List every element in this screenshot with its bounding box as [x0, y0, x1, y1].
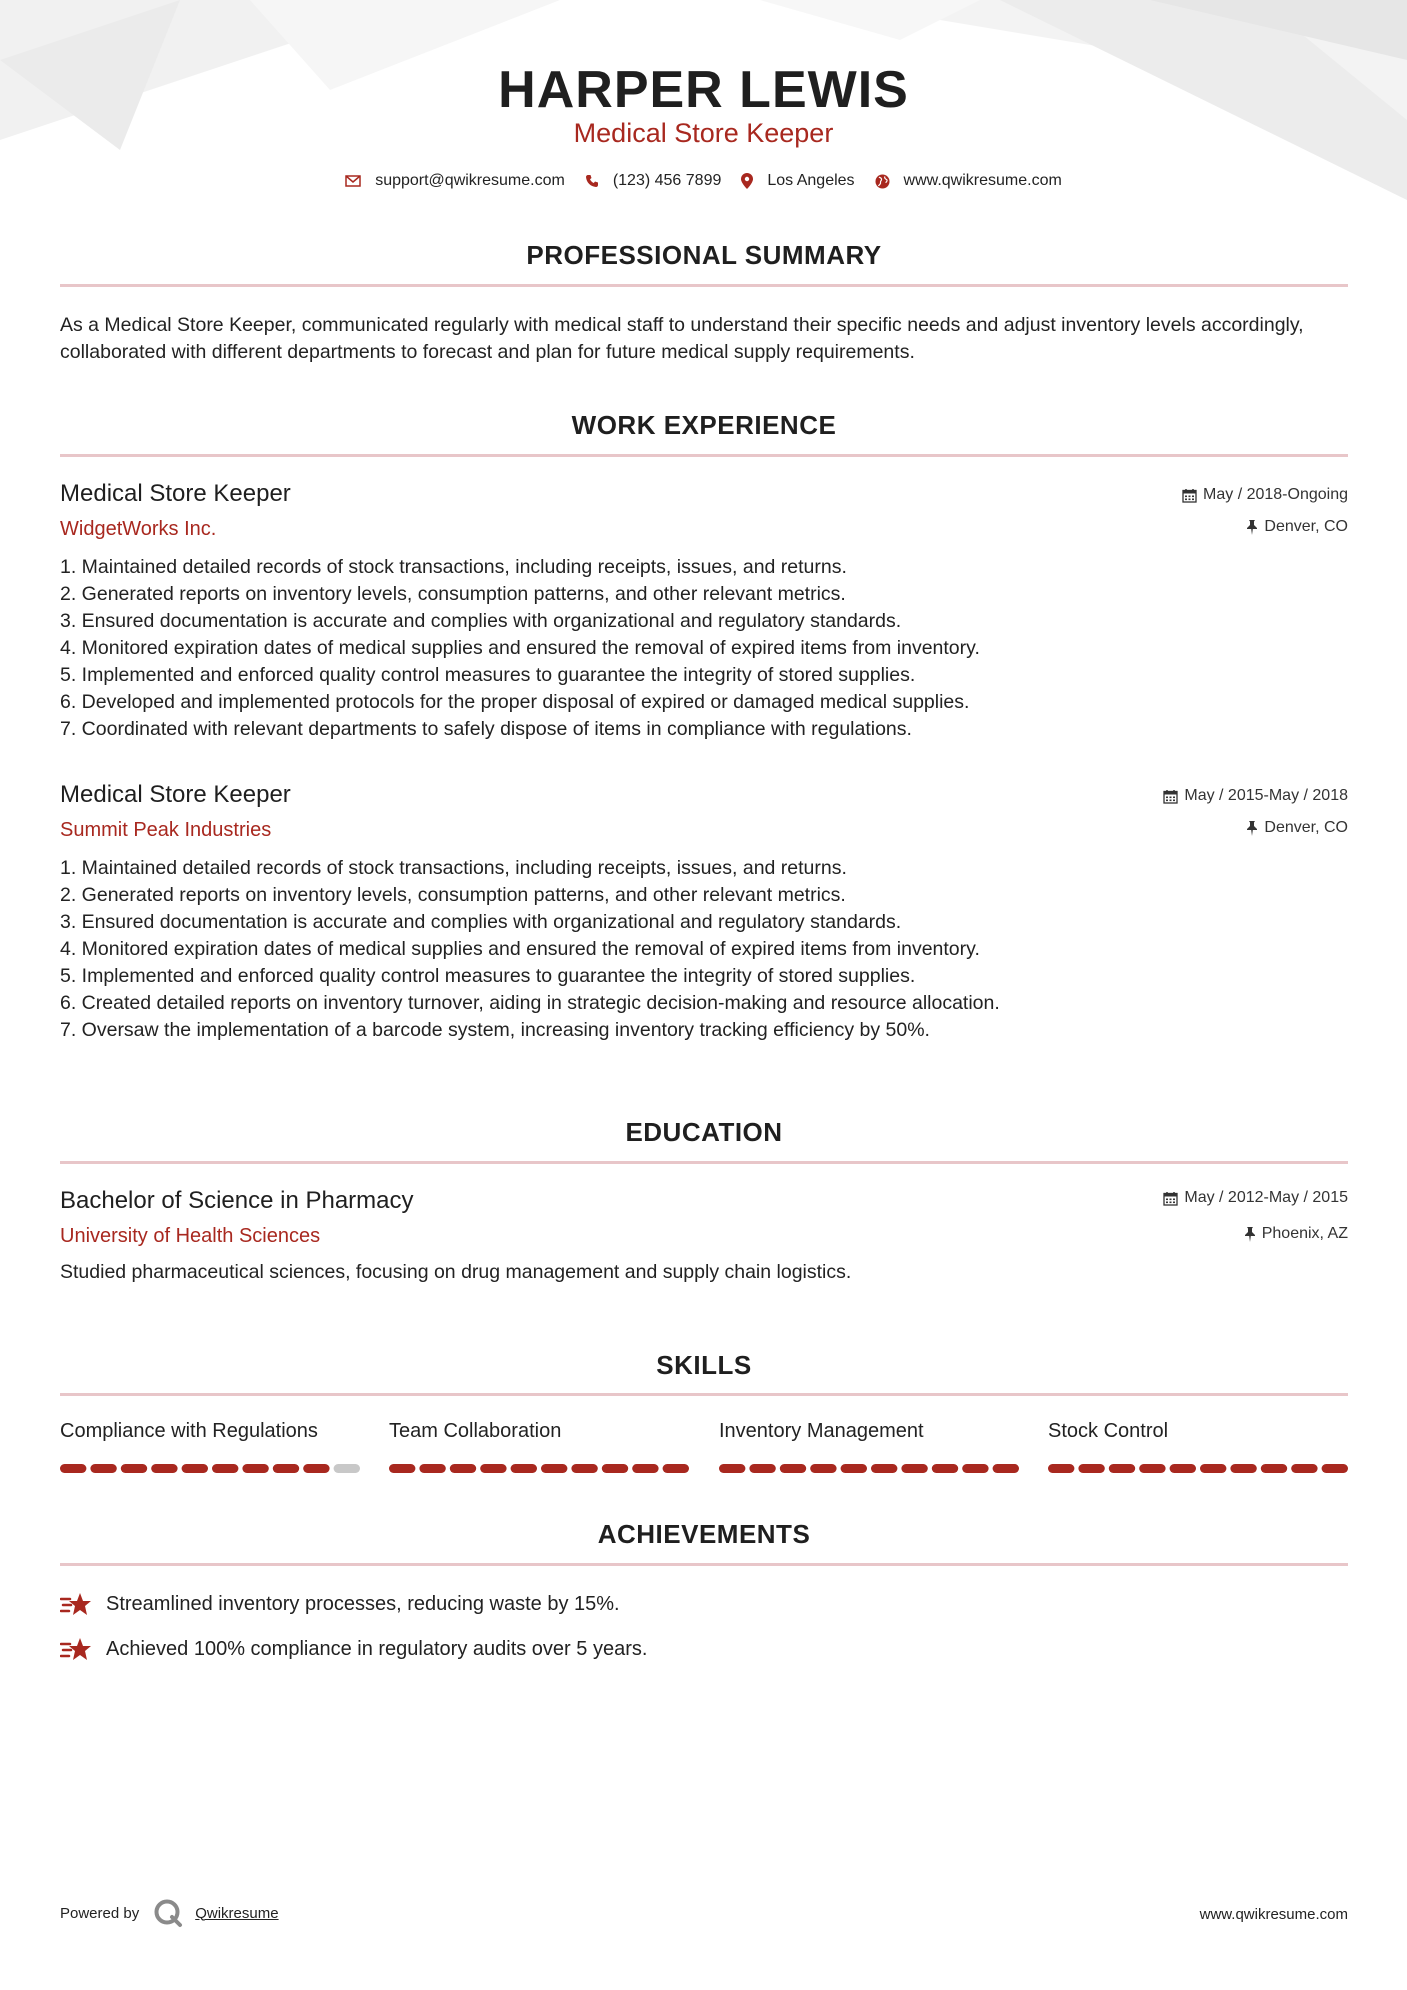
- skill-name: Compliance with Regulations: [60, 1420, 318, 1442]
- education-degree: Bachelor of Science in Pharmacy: [60, 1187, 414, 1214]
- candidate-name: HARPER LEWIS: [498, 61, 909, 119]
- skill-segment-filled: [1170, 1464, 1196, 1473]
- contact-email[interactable]: [345, 172, 565, 190]
- job-bullet: 1. Maintained detailed records of stock transactions, including receipts, issues, and returns.: [60, 857, 847, 879]
- skill-level-segments: [1048, 1464, 1348, 1473]
- education-date-text: May / 2012-May / 2015: [1184, 1189, 1348, 1206]
- job-role: Medical Store Keeper: [60, 781, 291, 808]
- skill-segment-empty: [334, 1464, 360, 1473]
- contact-phone-text: (123) 456 7899: [612, 172, 722, 189]
- achievement-item: [60, 1591, 620, 1617]
- achievement-text: Achieved 100% compliance in regulatory audits over 5 years.: [106, 1637, 648, 1660]
- job-date: [1163, 787, 1348, 805]
- skill-segment-filled: [602, 1464, 628, 1473]
- job-date: [1182, 486, 1348, 504]
- footer-powered-by: [60, 1898, 279, 1928]
- calendar-icon: [1182, 488, 1197, 503]
- education-location-text: Phoenix, AZ: [1261, 1225, 1348, 1242]
- skill-segment-filled: [480, 1464, 506, 1473]
- contact-location: [741, 172, 854, 190]
- job-company: WidgetWorks Inc.: [60, 518, 217, 540]
- calendar-icon: [1163, 789, 1178, 804]
- skill-segment-filled: [511, 1464, 537, 1473]
- job-role: Medical Store Keeper: [60, 480, 291, 507]
- skill-segment-filled: [541, 1464, 567, 1473]
- achievement-item: [60, 1636, 647, 1662]
- skill-segment-filled: [1109, 1464, 1135, 1473]
- candidate-title: Medical Store Keeper: [573, 118, 834, 148]
- achievements-heading: ACHIEVEMENTS: [597, 1519, 811, 1549]
- achievements-divider: [60, 1563, 1348, 1566]
- skill-level-bar: [60, 1460, 360, 1469]
- job-bullet: 1. Maintained detailed records of stock transactions, including receipts, issues, and returns.: [60, 556, 847, 578]
- envelope-icon: [345, 175, 361, 187]
- education-date: [1163, 1189, 1348, 1207]
- skills-divider: [60, 1393, 1348, 1396]
- job-bullet: 4. Monitored expiration dates of medical supplies and ensured the removal of expired items from inventory.: [60, 637, 980, 659]
- job-location: [1246, 819, 1348, 837]
- job-company: Summit Peak Industries: [60, 819, 272, 841]
- job-date-text: May / 2018-Ongoing: [1203, 486, 1348, 503]
- skill-segment-filled: [632, 1464, 658, 1473]
- skill-segment-filled: [571, 1464, 597, 1473]
- education-divider: [60, 1161, 1348, 1164]
- education-location: [1244, 1225, 1348, 1243]
- skill-segment-filled: [419, 1464, 445, 1473]
- calendar-icon: [1163, 1191, 1178, 1206]
- skill-segment-filled: [1048, 1464, 1074, 1473]
- skill-segment-filled: [242, 1464, 268, 1473]
- job-bullet-list: [60, 855, 1348, 1044]
- skill-name: Inventory Management: [719, 1420, 924, 1442]
- skill-segment-filled: [1139, 1464, 1165, 1473]
- education-heading: EDUCATION: [625, 1117, 783, 1147]
- skill-segment-filled: [1261, 1464, 1287, 1473]
- job-location: [1246, 518, 1348, 536]
- summary-heading: PROFESSIONAL SUMMARY: [526, 240, 882, 270]
- job-bullet: 6. Developed and implemented protocols for the proper disposal of expired or damaged medical supplies.: [60, 691, 970, 713]
- skill-level-segments: [60, 1464, 360, 1473]
- skill-segment-filled: [1230, 1464, 1256, 1473]
- skill-segment-filled: [389, 1464, 415, 1473]
- skill-segment-filled: [962, 1464, 988, 1473]
- contact-row: [0, 172, 1407, 190]
- skill-level-bar: [1048, 1460, 1348, 1469]
- job-bullet: 5. Implemented and enforced quality control measures to guarantee the integrity of stored supplies.: [60, 965, 916, 987]
- skill-level-segments: [719, 1464, 1019, 1473]
- powered-by-label: Powered by: [60, 1904, 140, 1922]
- experience-divider: [60, 454, 1348, 457]
- job-bullet: 2. Generated reports on inventory levels, consumption patterns, and other relevant metrics.: [60, 583, 846, 605]
- skill-segment-filled: [932, 1464, 958, 1473]
- job-bullet: 6. Created detailed reports on inventory turnover, aiding in strategic decision-making and resource allocation.: [60, 992, 1000, 1014]
- education-school: University of Health Sciences: [60, 1225, 321, 1247]
- skill-segment-filled: [810, 1464, 836, 1473]
- skill-segment-filled: [303, 1464, 329, 1473]
- skill-level-segments: [389, 1464, 689, 1473]
- qwikresume-logo-icon: [153, 1898, 183, 1928]
- skill-segment-filled: [121, 1464, 147, 1473]
- contact-website[interactable]: [875, 172, 1062, 190]
- job-bullet: 3. Ensured documentation is accurate and complies with organizational and regulatory standards.: [60, 911, 902, 933]
- skill-segment-filled: [1291, 1464, 1317, 1473]
- skill-segment-filled: [273, 1464, 299, 1473]
- skill-segment-filled: [749, 1464, 775, 1473]
- skill-level-bar: [719, 1460, 1019, 1469]
- skill-segment-filled: [212, 1464, 238, 1473]
- education-description: Studied pharmaceutical sciences, focusing on drug management and supply chain logistics.: [60, 1261, 852, 1283]
- skill-segment-filled: [1078, 1464, 1104, 1473]
- job-location-text: Denver, CO: [1264, 819, 1348, 836]
- skill-segment-filled: [182, 1464, 208, 1473]
- skills-list: [60, 1420, 1348, 1480]
- job-bullet: 5. Implemented and enforced quality control measures to guarantee the integrity of stored supplies.: [60, 664, 916, 686]
- summary-text: As a Medical Store Keeper, communicated regularly with medical staff to understand their specific needs and adjust inventory levels accordingly, collaborated with different departments to forecast and plan for future medical supply requirements.: [60, 314, 1304, 363]
- summary-divider: [60, 284, 1348, 287]
- job-entry-2: [60, 781, 1348, 1051]
- contact-location-text: Los Angeles: [767, 172, 855, 189]
- pin-icon: [1244, 1226, 1256, 1242]
- job-bullet: 7. Coordinated with relevant departments to safely dispose of items in compliance with regulations.: [60, 718, 912, 740]
- qwikresume-link[interactable]: Qwikresume: [195, 1904, 279, 1922]
- education-entry: [60, 1187, 1348, 1297]
- skill-segment-filled: [780, 1464, 806, 1473]
- job-bullet-list: [60, 554, 1348, 743]
- contact-email-text: support@qwikresume.com: [375, 172, 565, 189]
- pin-icon: [1246, 519, 1258, 535]
- skill-segment-filled: [151, 1464, 177, 1473]
- achievement-text: Streamlined inventory processes, reducing waste by 15%.: [106, 1592, 620, 1615]
- skill-level-bar: [389, 1460, 689, 1469]
- globe-icon: [875, 174, 890, 189]
- skill-segment-filled: [60, 1464, 86, 1473]
- job-bullet: 7. Oversaw the implementation of a barcode system, increasing inventory tracking efficiency by 50%.: [60, 1019, 930, 1041]
- skill-segment-filled: [841, 1464, 867, 1473]
- job-bullet: 2. Generated reports on inventory levels, consumption patterns, and other relevant metrics.: [60, 884, 846, 906]
- job-bullet: 3. Ensured documentation is accurate and complies with organizational and regulatory standards.: [60, 610, 902, 632]
- skill-segment-filled: [993, 1464, 1019, 1473]
- experience-heading: WORK EXPERIENCE: [571, 410, 837, 440]
- job-date-text: May / 2015-May / 2018: [1184, 787, 1348, 804]
- job-location-text: Denver, CO: [1264, 518, 1348, 535]
- skill-segment-filled: [1200, 1464, 1226, 1473]
- contact-phone[interactable]: [585, 172, 722, 190]
- skill-segment-filled: [719, 1464, 745, 1473]
- skill-segment-filled: [1322, 1464, 1348, 1473]
- phone-icon: [585, 174, 599, 188]
- map-marker-icon: [741, 173, 753, 189]
- skill-name: Team Collaboration: [389, 1420, 562, 1442]
- contact-website-text: www.qwikresume.com: [903, 172, 1062, 189]
- footer-website[interactable]: www.qwikresume.com: [1199, 1906, 1348, 1923]
- skill-segment-filled: [901, 1464, 927, 1473]
- skill-name: Stock Control: [1048, 1420, 1169, 1442]
- skill-segment-filled: [450, 1464, 476, 1473]
- skills-heading: SKILLS: [656, 1350, 752, 1380]
- job-entry-1: [60, 480, 1348, 750]
- skill-segment-filled: [90, 1464, 116, 1473]
- skill-segment-filled: [871, 1464, 897, 1473]
- pin-icon: [1246, 820, 1258, 836]
- shooting-star-icon: [60, 1636, 92, 1662]
- shooting-star-icon: [60, 1591, 92, 1617]
- job-bullet: 4. Monitored expiration dates of medical supplies and ensured the removal of expired items from inventory.: [60, 938, 980, 960]
- skill-segment-filled: [663, 1464, 689, 1473]
